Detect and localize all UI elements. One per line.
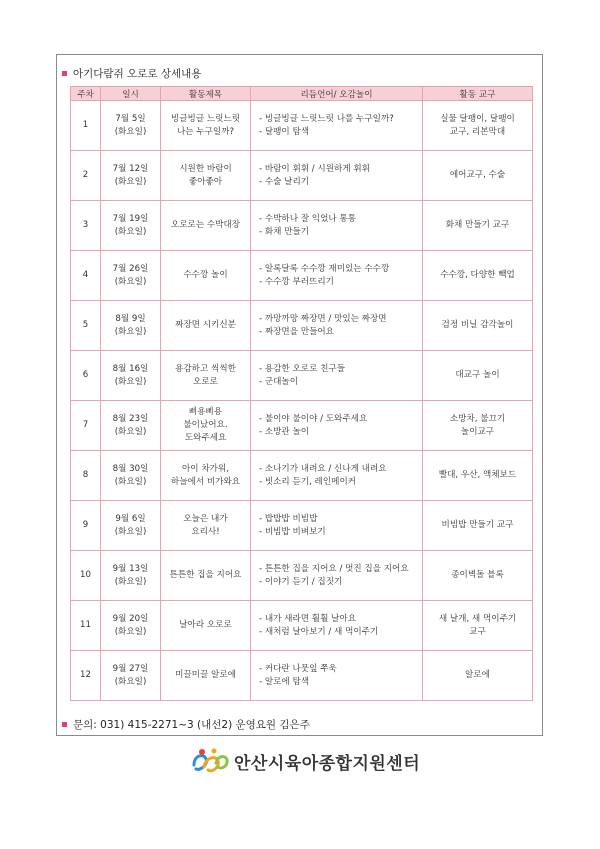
cell-date-text: 7월 26일 (화요일) <box>112 263 149 287</box>
cell-activities <box>251 501 423 551</box>
cell-title-text: 용감하고 씩씩한 오로로 <box>175 363 236 387</box>
logo-icon <box>190 747 230 775</box>
activity-item: - 달팽이 탐색 <box>259 126 310 137</box>
activity-item: - 수박하나 잘 익었나 통통 <box>259 213 357 224</box>
cell-tools-text: 실물 달팽이, 달팽이 교구, 리본막대 <box>440 113 515 137</box>
cell-week <box>71 151 101 201</box>
activity-item: - 알록달록 수수깡 재미있는 수수깡 <box>259 263 390 274</box>
cell-date-text: 8월 23일 (화요일) <box>112 413 149 437</box>
cell-date-text: 9월 27일 (화요일) <box>112 663 149 687</box>
table-body <box>71 101 533 701</box>
cell-date <box>101 401 161 451</box>
cell-tools-text: 수수깡, 다양한 빽업 <box>440 270 515 280</box>
cell-activities <box>251 451 423 501</box>
cell-title <box>161 451 251 501</box>
cell-week <box>71 401 101 451</box>
cell-tools-text: 빨대, 우산, 액체보드 <box>438 470 517 480</box>
activity-item: - 새처럼 날아보기 / 새 먹이주기 <box>259 626 379 637</box>
table-row <box>71 401 533 451</box>
cell-week-text: 6 <box>82 370 89 380</box>
cell-week <box>71 301 101 351</box>
activity-item: - 소방관 놀이 <box>259 426 310 437</box>
cell-title <box>161 101 251 151</box>
bullet-icon <box>62 71 67 76</box>
cell-tools-text: 검정 비닐 감각놀이 <box>441 320 514 330</box>
table-row <box>71 201 533 251</box>
cell-title <box>161 251 251 301</box>
activity-item: - 화채 만들기 <box>259 226 310 237</box>
cell-title-text: 튼튼한 집을 지어요 <box>169 570 242 580</box>
activity-item: - 빙글빙글 느릿느릿 나를 누구일까? <box>259 113 394 124</box>
cell-date-text: 8월 9일 (화요일) <box>114 313 147 337</box>
cell-week <box>71 351 101 401</box>
cell-tools-text: 알로에 <box>465 670 490 680</box>
cell-date <box>101 551 161 601</box>
center-logo <box>190 747 420 775</box>
cell-title <box>161 351 251 401</box>
cell-date <box>101 301 161 351</box>
activity-item: - 빗소리 듣기, 레인메이커 <box>259 476 357 487</box>
cell-tools-text: 비빔밥 만들기 교구 <box>441 520 514 530</box>
activity-item: - 이야기 듣기 / 집짓기 <box>259 576 343 587</box>
cell-date-text: 9월 6일 (화요일) <box>114 513 147 537</box>
activity-item: - 불이야 불이야 / 도와주세요 <box>259 413 368 424</box>
cell-week <box>71 451 101 501</box>
cell-week-text: 2 <box>82 170 89 180</box>
cell-date-text: 8월 30일 (화요일) <box>112 463 149 487</box>
cell-tools-text: 에어교구, 수술 <box>449 170 506 180</box>
cell-week-text: 3 <box>82 220 89 230</box>
cell-date-text: 7월 19일 (화요일) <box>112 213 149 237</box>
table-header-row <box>71 87 533 101</box>
cell-activities <box>251 201 423 251</box>
cell-week-text: 7 <box>82 420 89 430</box>
cell-week-text: 11 <box>80 620 91 630</box>
cell-week-text: 9 <box>82 520 89 530</box>
cell-title <box>161 201 251 251</box>
table-row <box>71 151 533 201</box>
cell-tools <box>423 401 533 451</box>
cell-tools <box>423 551 533 601</box>
bullet-icon <box>62 722 67 727</box>
cell-tools <box>423 251 533 301</box>
cell-title <box>161 501 251 551</box>
cell-title-text: 날아라 오로로 <box>179 620 232 630</box>
activity-item: - 알로에 탐색 <box>259 676 310 687</box>
activity-item: - 용감한 오로로 친구들 <box>259 363 346 374</box>
cell-tools-text: 새 날개, 새 먹이주기 교구 <box>438 613 517 637</box>
cell-date <box>101 451 161 501</box>
cell-title-text: 오늘은 내가 요리사! <box>183 513 228 537</box>
cell-week-text: 1 <box>82 120 89 130</box>
cell-date <box>101 201 161 251</box>
cell-tools-text: 대교구 놀이 <box>455 370 500 380</box>
table-row <box>71 501 533 551</box>
cell-title-text: 짜장면 시키신분 <box>175 320 236 330</box>
section-heading <box>62 66 201 81</box>
table-row <box>71 451 533 501</box>
cell-title <box>161 301 251 351</box>
header-tools: 활동 교구 <box>423 87 533 101</box>
cell-date <box>101 101 161 151</box>
cell-title-text: 삐용삐용 불이났어요. 도와주세요 <box>183 407 228 443</box>
activity-item: - 수술 날리기 <box>259 176 310 187</box>
cell-tools <box>423 501 533 551</box>
table-row <box>71 301 533 351</box>
schedule-table <box>70 86 533 701</box>
cell-week <box>71 601 101 651</box>
cell-title-text: 오로로는 수박대장 <box>170 220 241 230</box>
cell-week <box>71 251 101 301</box>
cell-title <box>161 151 251 201</box>
cell-tools-text: 종이벽돌 블록 <box>451 570 504 580</box>
cell-date <box>101 351 161 401</box>
cell-week <box>71 101 101 151</box>
cell-title <box>161 601 251 651</box>
cell-date-text: 8월 16일 (화요일) <box>112 363 149 387</box>
cell-date-text: 7월 5일 (화요일) <box>114 113 147 137</box>
cell-tools <box>423 151 533 201</box>
cell-tools <box>423 451 533 501</box>
cell-date-text: 9월 20일 (화요일) <box>112 613 149 637</box>
table-row <box>71 351 533 401</box>
cell-activities <box>251 301 423 351</box>
section-title: 아기다람쥐 오로로 상세내용 <box>73 68 202 80</box>
cell-activities <box>251 251 423 301</box>
cell-week-text: 4 <box>82 270 89 280</box>
cell-date <box>101 651 161 701</box>
cell-date <box>101 151 161 201</box>
cell-title-text: 시원한 바람이 좋아좋아 <box>179 163 232 187</box>
contact-text: 문의: 031) 415-2271~3 (내선2) 운영요원 김은주 <box>73 719 310 731</box>
activity-item: - 밥밥밥 비빔밥 <box>259 513 318 524</box>
table-row <box>71 101 533 151</box>
cell-tools <box>423 201 533 251</box>
header-activities: 리듬언어/ 오감놀이 <box>251 87 423 101</box>
cell-week-text: 8 <box>82 470 89 480</box>
activity-item: - 수수깡 부러뜨리기 <box>259 276 334 287</box>
header-week: 주차 <box>71 87 101 101</box>
cell-activities <box>251 601 423 651</box>
cell-date <box>101 501 161 551</box>
table-row <box>71 601 533 651</box>
cell-title <box>161 551 251 601</box>
cell-date-text: 9월 13일 (화요일) <box>112 563 149 587</box>
cell-tools-text: 소방차, 불끄기 놀이교구 <box>449 413 506 437</box>
activity-item: - 바람이 휘휘 / 시원하게 휘휘 <box>259 163 370 174</box>
header-title: 활동제목 <box>161 87 251 101</box>
contact-line <box>62 717 310 732</box>
cell-week <box>71 501 101 551</box>
table-row <box>71 251 533 301</box>
cell-activities <box>251 651 423 701</box>
cell-activities <box>251 351 423 401</box>
cell-activities <box>251 151 423 201</box>
cell-title <box>161 651 251 701</box>
cell-title-text: 아이 차가워, 하늘에서 비가와요 <box>170 463 241 487</box>
cell-week-text: 12 <box>80 670 91 680</box>
cell-title-text: 미끌미끌 알로에 <box>175 670 236 680</box>
activity-item: - 군대놀이 <box>259 376 299 387</box>
cell-week-text: 10 <box>80 570 91 580</box>
activity-item: - 비빔밥 비벼보기 <box>259 526 326 537</box>
header-date: 일시 <box>101 87 161 101</box>
cell-week <box>71 651 101 701</box>
cell-activities <box>251 401 423 451</box>
cell-activities <box>251 101 423 151</box>
logo-text: 안산시육아종합지원센터 <box>234 753 421 774</box>
activity-item: - 짜장면을 만들어요 <box>259 326 334 337</box>
cell-date <box>101 251 161 301</box>
table-row <box>71 651 533 701</box>
cell-title-text: 빙글빙글 느릿느릿 나는 누구일까? <box>170 113 241 137</box>
table-row <box>71 551 533 601</box>
cell-activities <box>251 551 423 601</box>
cell-title-text: 수수깡 놀이 <box>183 270 228 280</box>
cell-tools <box>423 351 533 401</box>
cell-tools <box>423 601 533 651</box>
activity-item: - 까망까망 짜장면 / 맛있는 짜장면 <box>259 313 387 324</box>
cell-tools <box>423 101 533 151</box>
cell-week-text: 5 <box>82 320 89 330</box>
cell-tools <box>423 301 533 351</box>
cell-tools-text: 화채 만들기 교구 <box>445 220 510 230</box>
activity-item: - 튼튼한 집을 지어요 / 멋진 집을 지어요 <box>259 563 409 574</box>
cell-title <box>161 401 251 451</box>
cell-tools <box>423 651 533 701</box>
activity-item: - 소나기가 내려요 / 신나게 내려요 <box>259 463 387 474</box>
cell-week <box>71 551 101 601</box>
cell-date-text: 7월 12일 (화요일) <box>112 163 149 187</box>
activity-item: - 내가 새라면 훨훨 날아요 <box>259 613 357 624</box>
activity-item: - 커다란 나뭇잎 쭈욱 <box>259 663 337 674</box>
cell-week <box>71 201 101 251</box>
cell-date <box>101 601 161 651</box>
